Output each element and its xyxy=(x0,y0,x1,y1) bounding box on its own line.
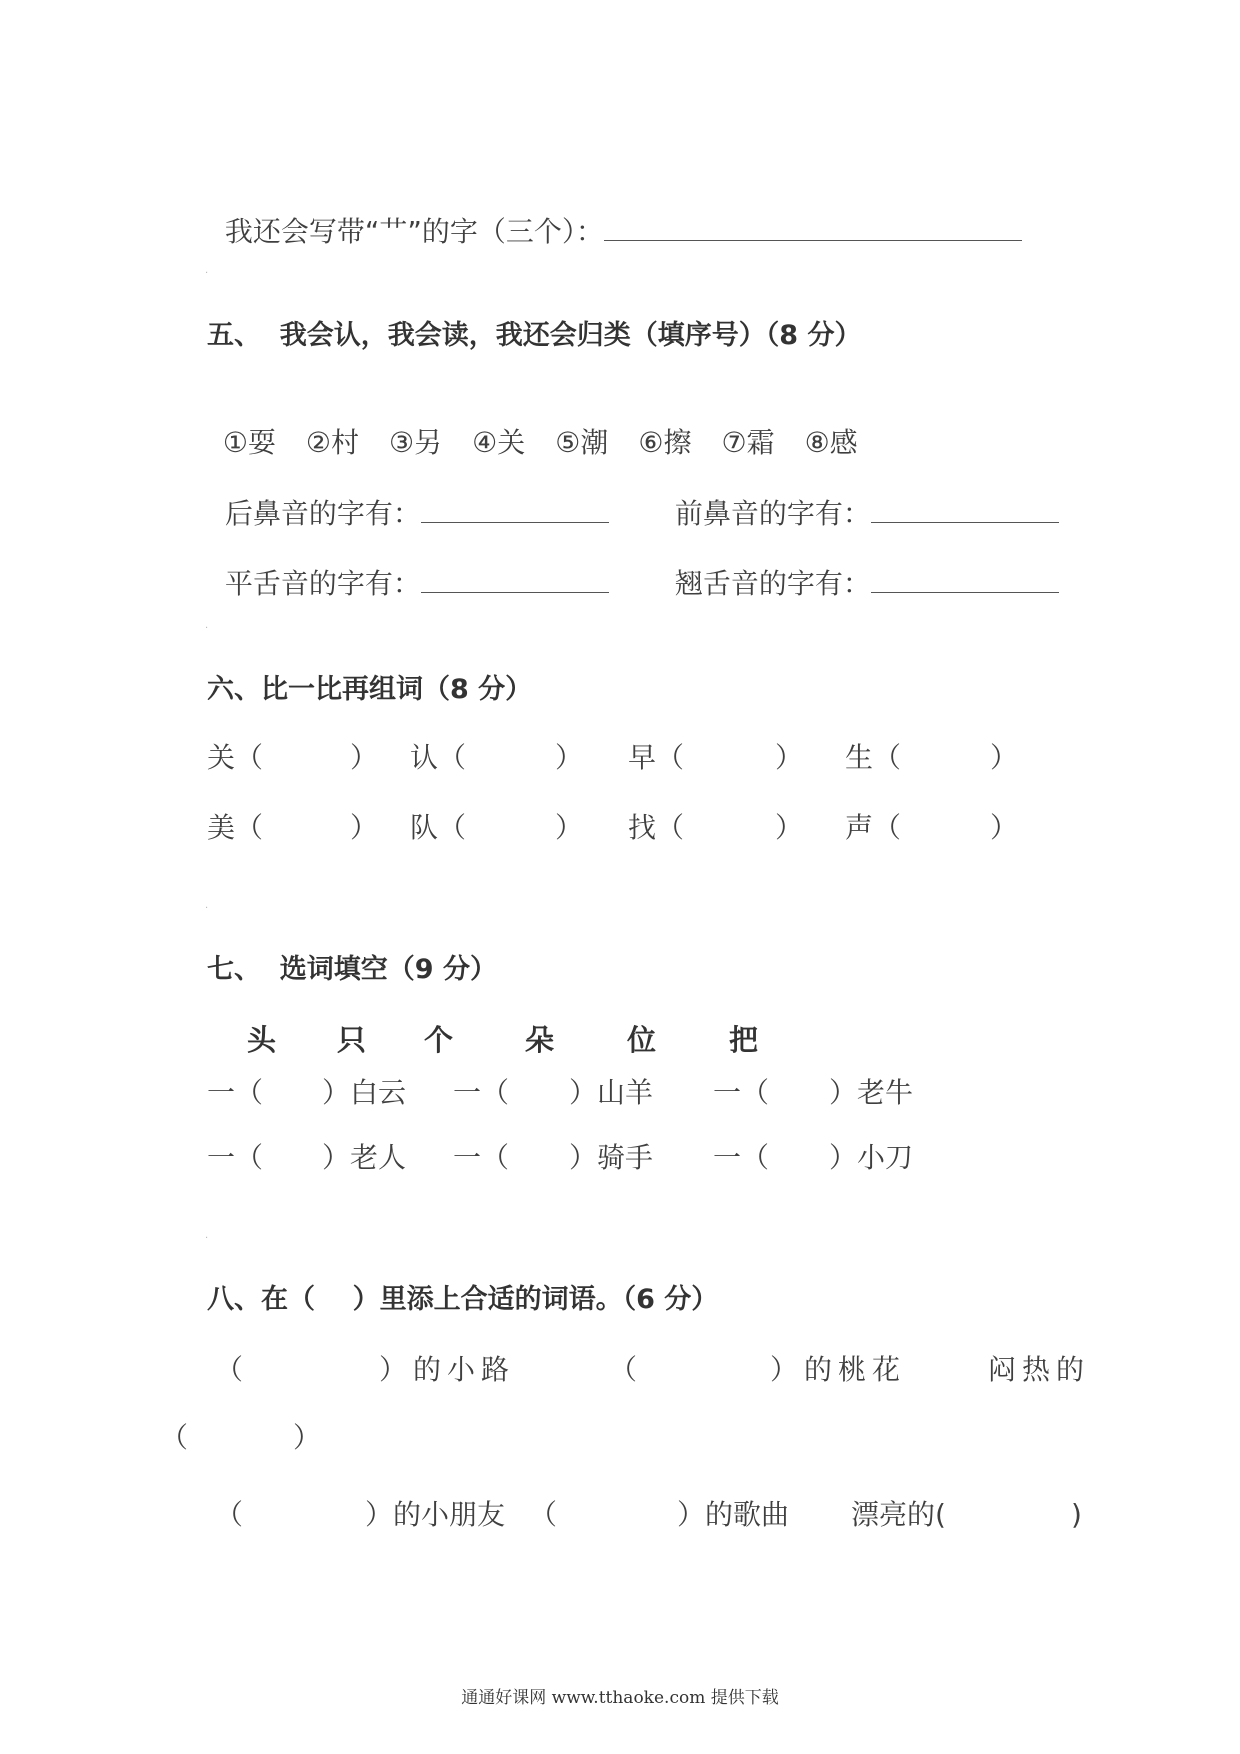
word-bank-item: 把 xyxy=(729,1023,759,1057)
word-pair-open: 队（ xyxy=(410,811,467,844)
section8-title: 八、在（ ）里添上合适的词语。（6 分） xyxy=(207,1284,719,1315)
phrase-open: （ xyxy=(609,1353,638,1386)
word-pair-close: ） xyxy=(350,811,379,844)
measure-word-close: ）小刀 xyxy=(829,1141,914,1174)
answer-blank[interactable] xyxy=(871,570,1059,593)
phrase-text: 漂亮的( xyxy=(851,1498,946,1531)
word-pair-close: ） xyxy=(775,811,804,844)
prompt-label: 翘舌音的字有： xyxy=(674,567,871,600)
word-bank-item: 只 xyxy=(337,1023,367,1057)
word-bank-item: 头 xyxy=(247,1023,277,1057)
word-pair-open: 声（ xyxy=(845,811,902,844)
measure-word-open: 一（ xyxy=(453,1076,510,1109)
answer-blank[interactable] xyxy=(421,570,609,593)
measure-word-close: ）山羊 xyxy=(569,1076,654,1109)
measure-word-open: 一（ xyxy=(207,1141,264,1174)
measure-word-open: 一（ xyxy=(453,1141,510,1174)
paragraph-mark: . xyxy=(205,620,209,631)
section5-char-list xyxy=(205,389,858,461)
word-pair-open: 找（ xyxy=(628,811,685,844)
char-item: ④关 xyxy=(472,426,526,459)
char-item: ⑧感 xyxy=(804,426,858,459)
word-bank-item: 个 xyxy=(424,1023,454,1057)
phrase-close: ）的小路 xyxy=(379,1353,516,1386)
prompt-label: 后鼻音的字有： xyxy=(224,497,421,530)
footer-credit: 通通好课网 www.tthaoke.com 提供下载 xyxy=(461,1688,779,1708)
word-pair-open: 早（ xyxy=(628,741,685,774)
phrase-open: （ xyxy=(215,1353,244,1386)
answer-blank[interactable] xyxy=(871,500,1059,523)
measure-word-open: 一（ xyxy=(713,1141,770,1174)
phrase-close: ）的桃花 xyxy=(770,1353,907,1386)
word-pair-close: ） xyxy=(990,741,1019,774)
section5-title: 五、 我会认，我会读，我还会归类（填序号）（8 分） xyxy=(207,320,862,351)
measure-word-close: ）老牛 xyxy=(829,1076,914,1109)
paragraph-mark: . xyxy=(205,900,209,911)
prompt-label: 平舌音的字有： xyxy=(224,567,421,600)
word-pair-close: ） xyxy=(555,811,584,844)
phrase-open: （ xyxy=(529,1498,558,1531)
retroflex-prompt xyxy=(657,530,1059,602)
char-item: ⑦霜 xyxy=(721,426,775,459)
phrase-text: 闷热的 xyxy=(988,1353,1091,1386)
answer-blank[interactable] xyxy=(421,500,609,523)
char-item: ②村 xyxy=(305,426,360,459)
word-pair-open: 认（ xyxy=(410,741,467,774)
word-pair-close: ） xyxy=(555,741,584,774)
phrase-close: ） xyxy=(293,1421,322,1454)
char-item: ①耍 xyxy=(222,426,276,459)
word-pair-open: 关（ xyxy=(207,741,264,774)
measure-word-open: 一（ xyxy=(713,1076,770,1109)
back-nasal-prompt xyxy=(207,460,609,532)
phrase-open: （ xyxy=(160,1421,189,1454)
word-pair-close: ） xyxy=(350,741,379,774)
section7-title: 七、 选词填空（9 分） xyxy=(207,954,497,985)
intro-line xyxy=(207,178,1022,250)
word-pair-close: ） xyxy=(990,811,1019,844)
phrase-close: ）的小朋友 xyxy=(365,1498,506,1531)
paragraph-mark: . xyxy=(205,1230,209,1241)
flat-tongue-prompt xyxy=(207,530,609,602)
word-bank-item: 位 xyxy=(627,1023,657,1057)
section6-title: 六、比一比再组词（8 分） xyxy=(207,674,533,705)
intro-answer-blank[interactable] xyxy=(604,218,1022,241)
intro-line-text: 我还会写带“艹”的字（三个）： xyxy=(224,215,604,248)
measure-word-close: ）白云 xyxy=(322,1076,407,1109)
measure-word-close: ）老人 xyxy=(322,1141,407,1174)
word-pair-open: 美（ xyxy=(207,811,264,844)
measure-word-close: ）骑手 xyxy=(569,1141,654,1174)
word-bank-item: 朵 xyxy=(525,1023,555,1057)
word-pair-close: ） xyxy=(775,741,804,774)
paragraph-mark: . xyxy=(205,265,209,276)
front-nasal-prompt xyxy=(657,460,1059,532)
phrase-close: ) xyxy=(1071,1498,1082,1531)
phrase-close: ）的歌曲 xyxy=(677,1498,790,1531)
char-item: ⑤潮 xyxy=(555,426,609,459)
prompt-label: 前鼻音的字有： xyxy=(674,497,871,530)
char-item: ⑥擦 xyxy=(638,426,692,459)
phrase-open: （ xyxy=(215,1498,244,1531)
measure-word-open: 一（ xyxy=(207,1076,264,1109)
char-item: ③另 xyxy=(389,426,443,459)
word-pair-open: 生（ xyxy=(845,741,902,774)
